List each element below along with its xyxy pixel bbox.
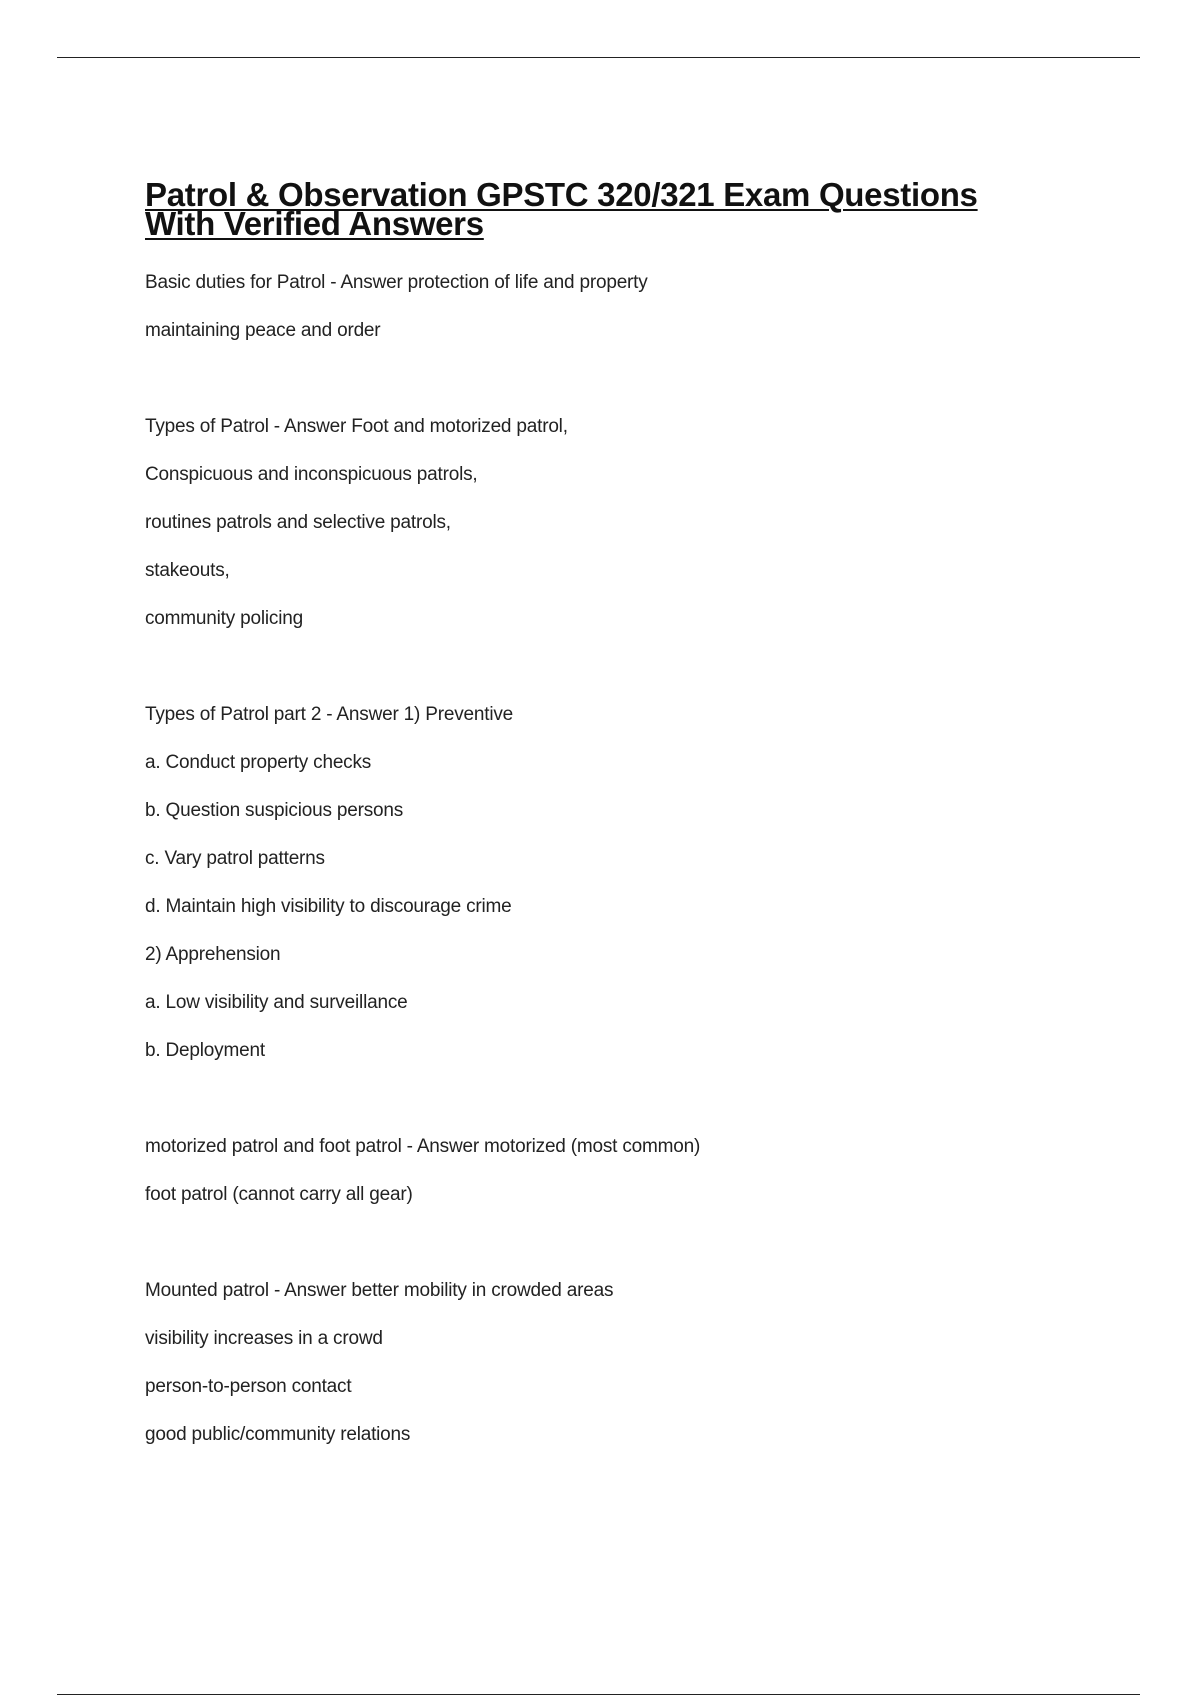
text-line: 2) Apprehension <box>145 944 281 965</box>
blank-line <box>145 1075 700 1123</box>
title-line-1: Patrol & Observation GPSTC 320/321 Exam Questions <box>145 176 978 213</box>
text-line: Conspicuous and inconspicuous patrols, <box>145 464 478 485</box>
text-line: routines patrols and selective patrols, <box>145 512 451 533</box>
text-line: good public/community relations <box>145 1424 411 1445</box>
document-title <box>145 176 1065 242</box>
text-line: maintaining peace and order <box>145 320 381 341</box>
text-line: Types of Patrol - Answer Foot and motorized patrol, <box>145 416 568 437</box>
text-line: c. Vary patrol patterns <box>145 848 325 869</box>
text-line: Basic duties for Patrol - Answer protection of life and property <box>145 272 648 293</box>
footer-rule <box>57 1694 1140 1695</box>
text-line: b. Deployment <box>145 1040 265 1061</box>
text-line: person-to-person contact <box>145 1376 352 1397</box>
text-line: motorized patrol and foot patrol - Answer motorized (most common) <box>145 1136 701 1157</box>
text-line: foot patrol (cannot carry all gear) <box>145 1184 413 1205</box>
text-line: visibility increases in a crowd <box>145 1328 383 1349</box>
blank-line <box>145 1219 700 1267</box>
text-line: a. Conduct property checks <box>145 752 372 773</box>
text-line: stakeouts, <box>145 560 230 581</box>
document-body <box>145 259 700 1459</box>
text-line: Types of Patrol part 2 - Answer 1) Preventive <box>145 704 514 725</box>
text-line: a. Low visibility and surveillance <box>145 992 408 1013</box>
blank-line <box>145 643 700 691</box>
blank-line <box>145 355 700 403</box>
text-line: d. Maintain high visibility to discourage crime <box>145 896 512 917</box>
text-line: community policing <box>145 608 303 629</box>
text-line: Mounted patrol - Answer better mobility in crowded areas <box>145 1280 614 1301</box>
title-line-2: With Verified Answers <box>145 205 484 242</box>
text-line: b. Question suspicious persons <box>145 800 404 821</box>
header-rule <box>57 57 1140 58</box>
